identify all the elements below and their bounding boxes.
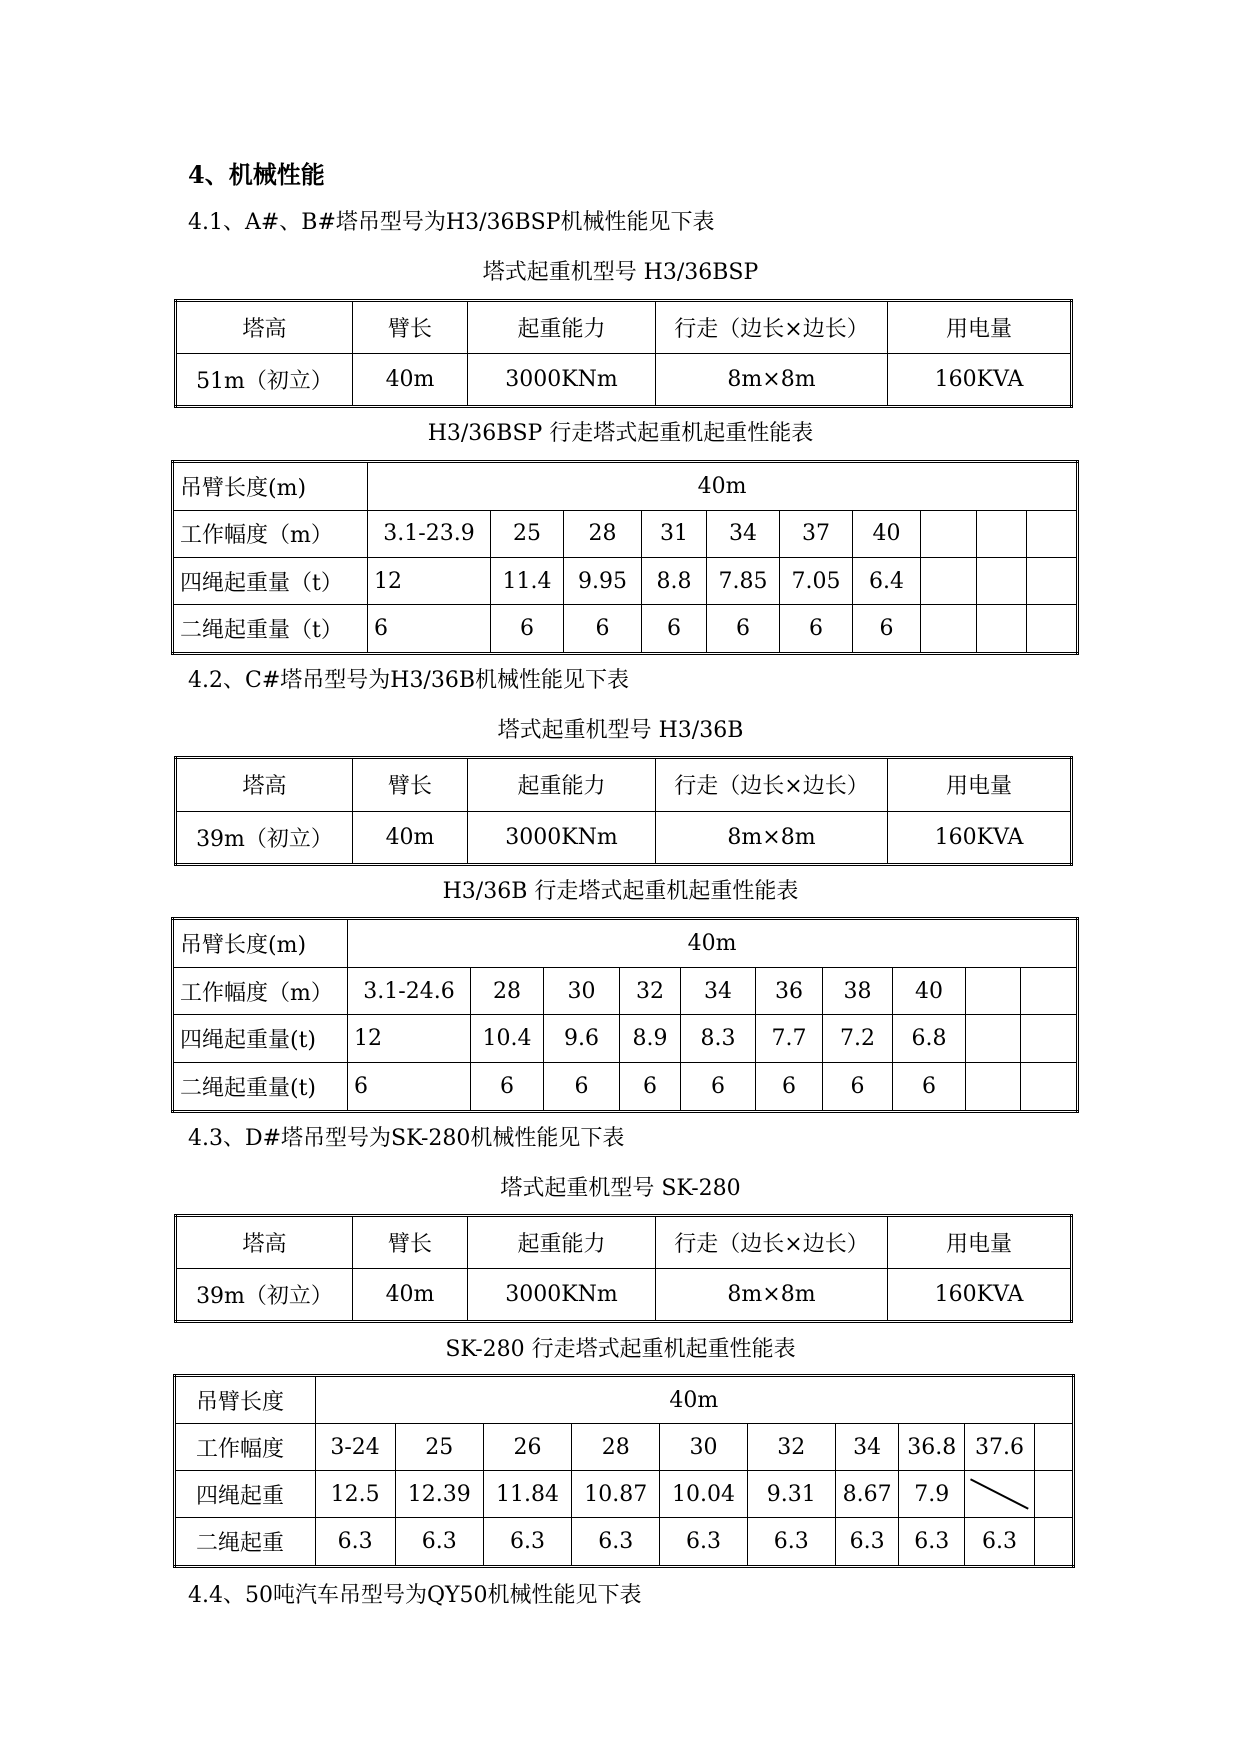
table-cell: 6.3 <box>965 1518 1035 1567</box>
subsection-heading-4-2: 4.2、C#塔吊型号为H3/36B机械性能见下表 <box>188 668 630 693</box>
table-cell: 28 <box>471 967 544 1015</box>
perf-table-4-2 <box>171 917 1079 1113</box>
table-cell: 6 <box>642 605 707 654</box>
spec-header-boom-length: 臂长 <box>353 758 468 812</box>
working-radius-label: 工作幅度（m） <box>173 510 368 557</box>
working-radius-label: 工作幅度 <box>175 1424 316 1471</box>
spec-header-tower-height: 塔高 <box>176 1216 353 1269</box>
table-cell: 40 <box>853 510 921 557</box>
table-cell: 12.5 <box>315 1471 395 1518</box>
table-row <box>173 967 1078 1015</box>
spec-header-capacity: 起重能力 <box>468 758 656 812</box>
table-row <box>175 1376 1074 1424</box>
two-rope-capacity-label: 二绳起重量(t) <box>173 1062 348 1111</box>
table-cell: 30 <box>544 967 620 1015</box>
table-cell <box>921 605 977 654</box>
table-cell <box>977 605 1027 654</box>
spec-value-travel: 8m×8m <box>656 811 888 865</box>
table-cell: 12 <box>348 1015 471 1063</box>
table-cell: 6 <box>348 1062 471 1111</box>
table-cell: 6.3 <box>395 1518 483 1567</box>
boom-length-label: 吊臂长度(m) <box>173 919 348 968</box>
spec-value-travel: 8m×8m <box>656 354 888 407</box>
table-cell <box>1021 967 1078 1015</box>
table-row <box>173 557 1078 604</box>
table-cell: 3.1-24.6 <box>348 967 471 1015</box>
table-cell: 6 <box>368 605 491 654</box>
table-cell: 6 <box>544 1062 620 1111</box>
spec-header-travel: 行走（边长×边长） <box>656 301 888 354</box>
table-row <box>175 1518 1074 1567</box>
table-cell: 31 <box>642 510 707 557</box>
table-cell: 25 <box>395 1424 483 1471</box>
table-cell <box>966 1062 1021 1111</box>
four-rope-capacity-label: 四绳起重量（t） <box>173 557 368 604</box>
table-row <box>173 1015 1078 1063</box>
spec-value-capacity: 3000KNm <box>468 1269 656 1322</box>
spec-table-caption-4-2: 塔式起重机型号 H3/36B <box>497 718 744 743</box>
table-cell: 6 <box>823 1062 893 1111</box>
table-cell: 30 <box>660 1424 747 1471</box>
table-cell: 9.95 <box>564 557 642 604</box>
table-cell: 12.39 <box>395 1471 483 1518</box>
spec-header-power: 用电量 <box>888 758 1072 812</box>
table-cell <box>977 510 1027 557</box>
spec-header-tower-height: 塔高 <box>176 758 353 812</box>
table-cell: 7.2 <box>823 1015 893 1063</box>
table-cell: 10.87 <box>572 1471 660 1518</box>
spec-value-capacity: 3000KNm <box>468 354 656 407</box>
table-cell: 8.3 <box>681 1015 756 1063</box>
table-cell: 6 <box>756 1062 823 1111</box>
table-row <box>173 605 1078 654</box>
table-cell <box>1034 1518 1073 1567</box>
table-row <box>173 1062 1078 1111</box>
table-cell: 6 <box>620 1062 681 1111</box>
perf-table-caption-4-3: SK-280 行走塔式起重机起重性能表 <box>445 1337 796 1362</box>
table-row <box>176 354 1072 407</box>
spec-header-boom-length: 臂长 <box>353 1216 468 1269</box>
spec-value-power: 160KVA <box>888 354 1072 407</box>
table-row <box>175 1471 1074 1518</box>
table-cell: 9.31 <box>747 1471 835 1518</box>
table-row <box>175 1424 1074 1471</box>
spec-header-power: 用电量 <box>888 301 1072 354</box>
table-cell: 6.3 <box>747 1518 835 1567</box>
spec-table-4-1 <box>174 299 1073 408</box>
table-cell: 6 <box>471 1062 544 1111</box>
table-cell: 12 <box>368 557 491 604</box>
table-cell: 28 <box>564 510 642 557</box>
perf-table-4-3 <box>173 1374 1075 1568</box>
spec-table-4-2 <box>174 756 1073 866</box>
table-cell: 8.9 <box>620 1015 681 1063</box>
spec-value-power: 160KVA <box>888 811 1072 865</box>
four-rope-capacity-label: 四绳起重量(t) <box>173 1015 348 1063</box>
table-cell: 10.04 <box>660 1471 747 1518</box>
table-cell: 6.3 <box>660 1518 747 1567</box>
perf-table-caption-4-1: H3/36BSP 行走塔式起重机起重性能表 <box>427 421 814 446</box>
table-cell: 6.8 <box>893 1015 966 1063</box>
table-cell: 11.4 <box>491 557 564 604</box>
table-cell <box>1021 1062 1078 1111</box>
two-rope-capacity-label: 二绳起重 <box>175 1518 316 1567</box>
table-cell: 7.9 <box>899 1471 965 1518</box>
spec-header-capacity: 起重能力 <box>468 1216 656 1269</box>
table-cell: 40 <box>893 967 966 1015</box>
table-cell: 6.3 <box>899 1518 965 1567</box>
table-row <box>176 811 1072 865</box>
table-cell <box>977 557 1027 604</box>
table-cell: 6.3 <box>572 1518 660 1567</box>
table-cell <box>1027 605 1078 654</box>
table-cell: 6.3 <box>835 1518 899 1567</box>
spec-value-power: 160KVA <box>888 1269 1072 1322</box>
spec-header-boom-length: 臂长 <box>353 301 468 354</box>
table-cell: 37 <box>780 510 853 557</box>
table-cell: 6.4 <box>853 557 921 604</box>
table-cell <box>921 557 977 604</box>
diagonal-slash <box>965 1471 1034 1517</box>
table-cell: 7.7 <box>756 1015 823 1063</box>
table-row <box>173 510 1078 557</box>
table-cell: 6 <box>780 605 853 654</box>
boom-length-value: 40m <box>315 1376 1073 1424</box>
spec-header-power: 用电量 <box>888 1216 1072 1269</box>
subsection-heading-4-4: 4.4、50吨汽车吊型号为QY50机械性能见下表 <box>188 1583 642 1608</box>
table-cell: 36 <box>756 967 823 1015</box>
table-cell: 34 <box>707 510 780 557</box>
spec-value-tower-height: 39m（初立） <box>176 811 353 865</box>
table-cell: 26 <box>483 1424 571 1471</box>
table-cell <box>966 967 1021 1015</box>
table-row <box>176 301 1072 354</box>
table-cell <box>1021 1015 1078 1063</box>
table-row <box>173 462 1078 511</box>
spec-header-capacity: 起重能力 <box>468 301 656 354</box>
table-cell: 6 <box>564 605 642 654</box>
table-cell: 3.1-23.9 <box>368 510 491 557</box>
spec-header-travel: 行走（边长×边长） <box>656 1216 888 1269</box>
perf-table-caption-4-2: H3/36B 行走塔式起重机起重性能表 <box>442 879 799 904</box>
four-rope-capacity-label: 四绳起重 <box>175 1471 316 1518</box>
table-cell: 10.4 <box>471 1015 544 1063</box>
spec-value-travel: 8m×8m <box>656 1269 888 1322</box>
spec-value-boom-length: 40m <box>353 354 468 407</box>
subsection-heading-4-3: 4.3、D#塔吊型号为SK-280机械性能见下表 <box>188 1126 625 1151</box>
table-cell <box>1027 557 1078 604</box>
table-cell <box>1034 1471 1073 1518</box>
table-cell: 34 <box>835 1424 899 1471</box>
subsection-heading-4-1: 4.1、A#、B#塔吊型号为H3/36BSP机械性能见下表 <box>188 210 715 235</box>
section-title: 4、机械性能 <box>188 160 325 189</box>
table-cell: 7.05 <box>780 557 853 604</box>
table-cell: 38 <box>823 967 893 1015</box>
spec-table-4-3 <box>174 1214 1073 1323</box>
working-radius-label: 工作幅度（m） <box>173 967 348 1015</box>
table-cell: 32 <box>747 1424 835 1471</box>
table-cell: 6 <box>853 605 921 654</box>
spec-value-tower-height: 51m（初立） <box>176 354 353 407</box>
table-cell: 25 <box>491 510 564 557</box>
table-cell <box>1034 1424 1073 1471</box>
boom-length-value: 40m <box>348 919 1078 968</box>
spec-value-boom-length: 40m <box>353 811 468 865</box>
spec-value-tower-height: 39m（初立） <box>176 1269 353 1322</box>
spec-value-boom-length: 40m <box>353 1269 468 1322</box>
spec-table-caption-4-3: 塔式起重机型号 SK-280 <box>500 1176 741 1201</box>
table-cell: 8.67 <box>835 1471 899 1518</box>
table-row <box>173 919 1078 968</box>
table-cell: 9.6 <box>544 1015 620 1063</box>
boom-length-label: 吊臂长度(m) <box>173 462 368 511</box>
table-cell <box>1027 510 1078 557</box>
table-cell: 6.3 <box>315 1518 395 1567</box>
table-cell: 6 <box>681 1062 756 1111</box>
two-rope-capacity-label: 二绳起重量（t） <box>173 605 368 654</box>
table-cell: 6 <box>893 1062 966 1111</box>
boom-length-label: 吊臂长度 <box>175 1376 316 1424</box>
table-row <box>176 1216 1072 1269</box>
table-cell: 36.8 <box>899 1424 965 1471</box>
table-cell: 3-24 <box>315 1424 395 1471</box>
table-cell: 8.8 <box>642 557 707 604</box>
spec-header-tower-height: 塔高 <box>176 301 353 354</box>
table-row <box>176 1269 1072 1322</box>
perf-table-4-1 <box>171 460 1079 655</box>
table-cell: 6 <box>491 605 564 654</box>
boom-length-value: 40m <box>368 462 1078 511</box>
table-cell: 11.84 <box>483 1471 571 1518</box>
table-cell: 7.85 <box>707 557 780 604</box>
table-cell: 37.6 <box>965 1424 1035 1471</box>
table-cell: 6.3 <box>483 1518 571 1567</box>
diagonal-empty-cell <box>965 1471 1035 1518</box>
table-cell: 28 <box>572 1424 660 1471</box>
table-cell <box>921 510 977 557</box>
table-cell: 34 <box>681 967 756 1015</box>
table-row <box>176 758 1072 812</box>
table-cell <box>966 1015 1021 1063</box>
spec-header-travel: 行走（边长×边长） <box>656 758 888 812</box>
spec-value-capacity: 3000KNm <box>468 811 656 865</box>
table-cell: 6 <box>707 605 780 654</box>
table-cell: 32 <box>620 967 681 1015</box>
spec-table-caption-4-1: 塔式起重机型号 H3/36BSP <box>482 260 759 285</box>
